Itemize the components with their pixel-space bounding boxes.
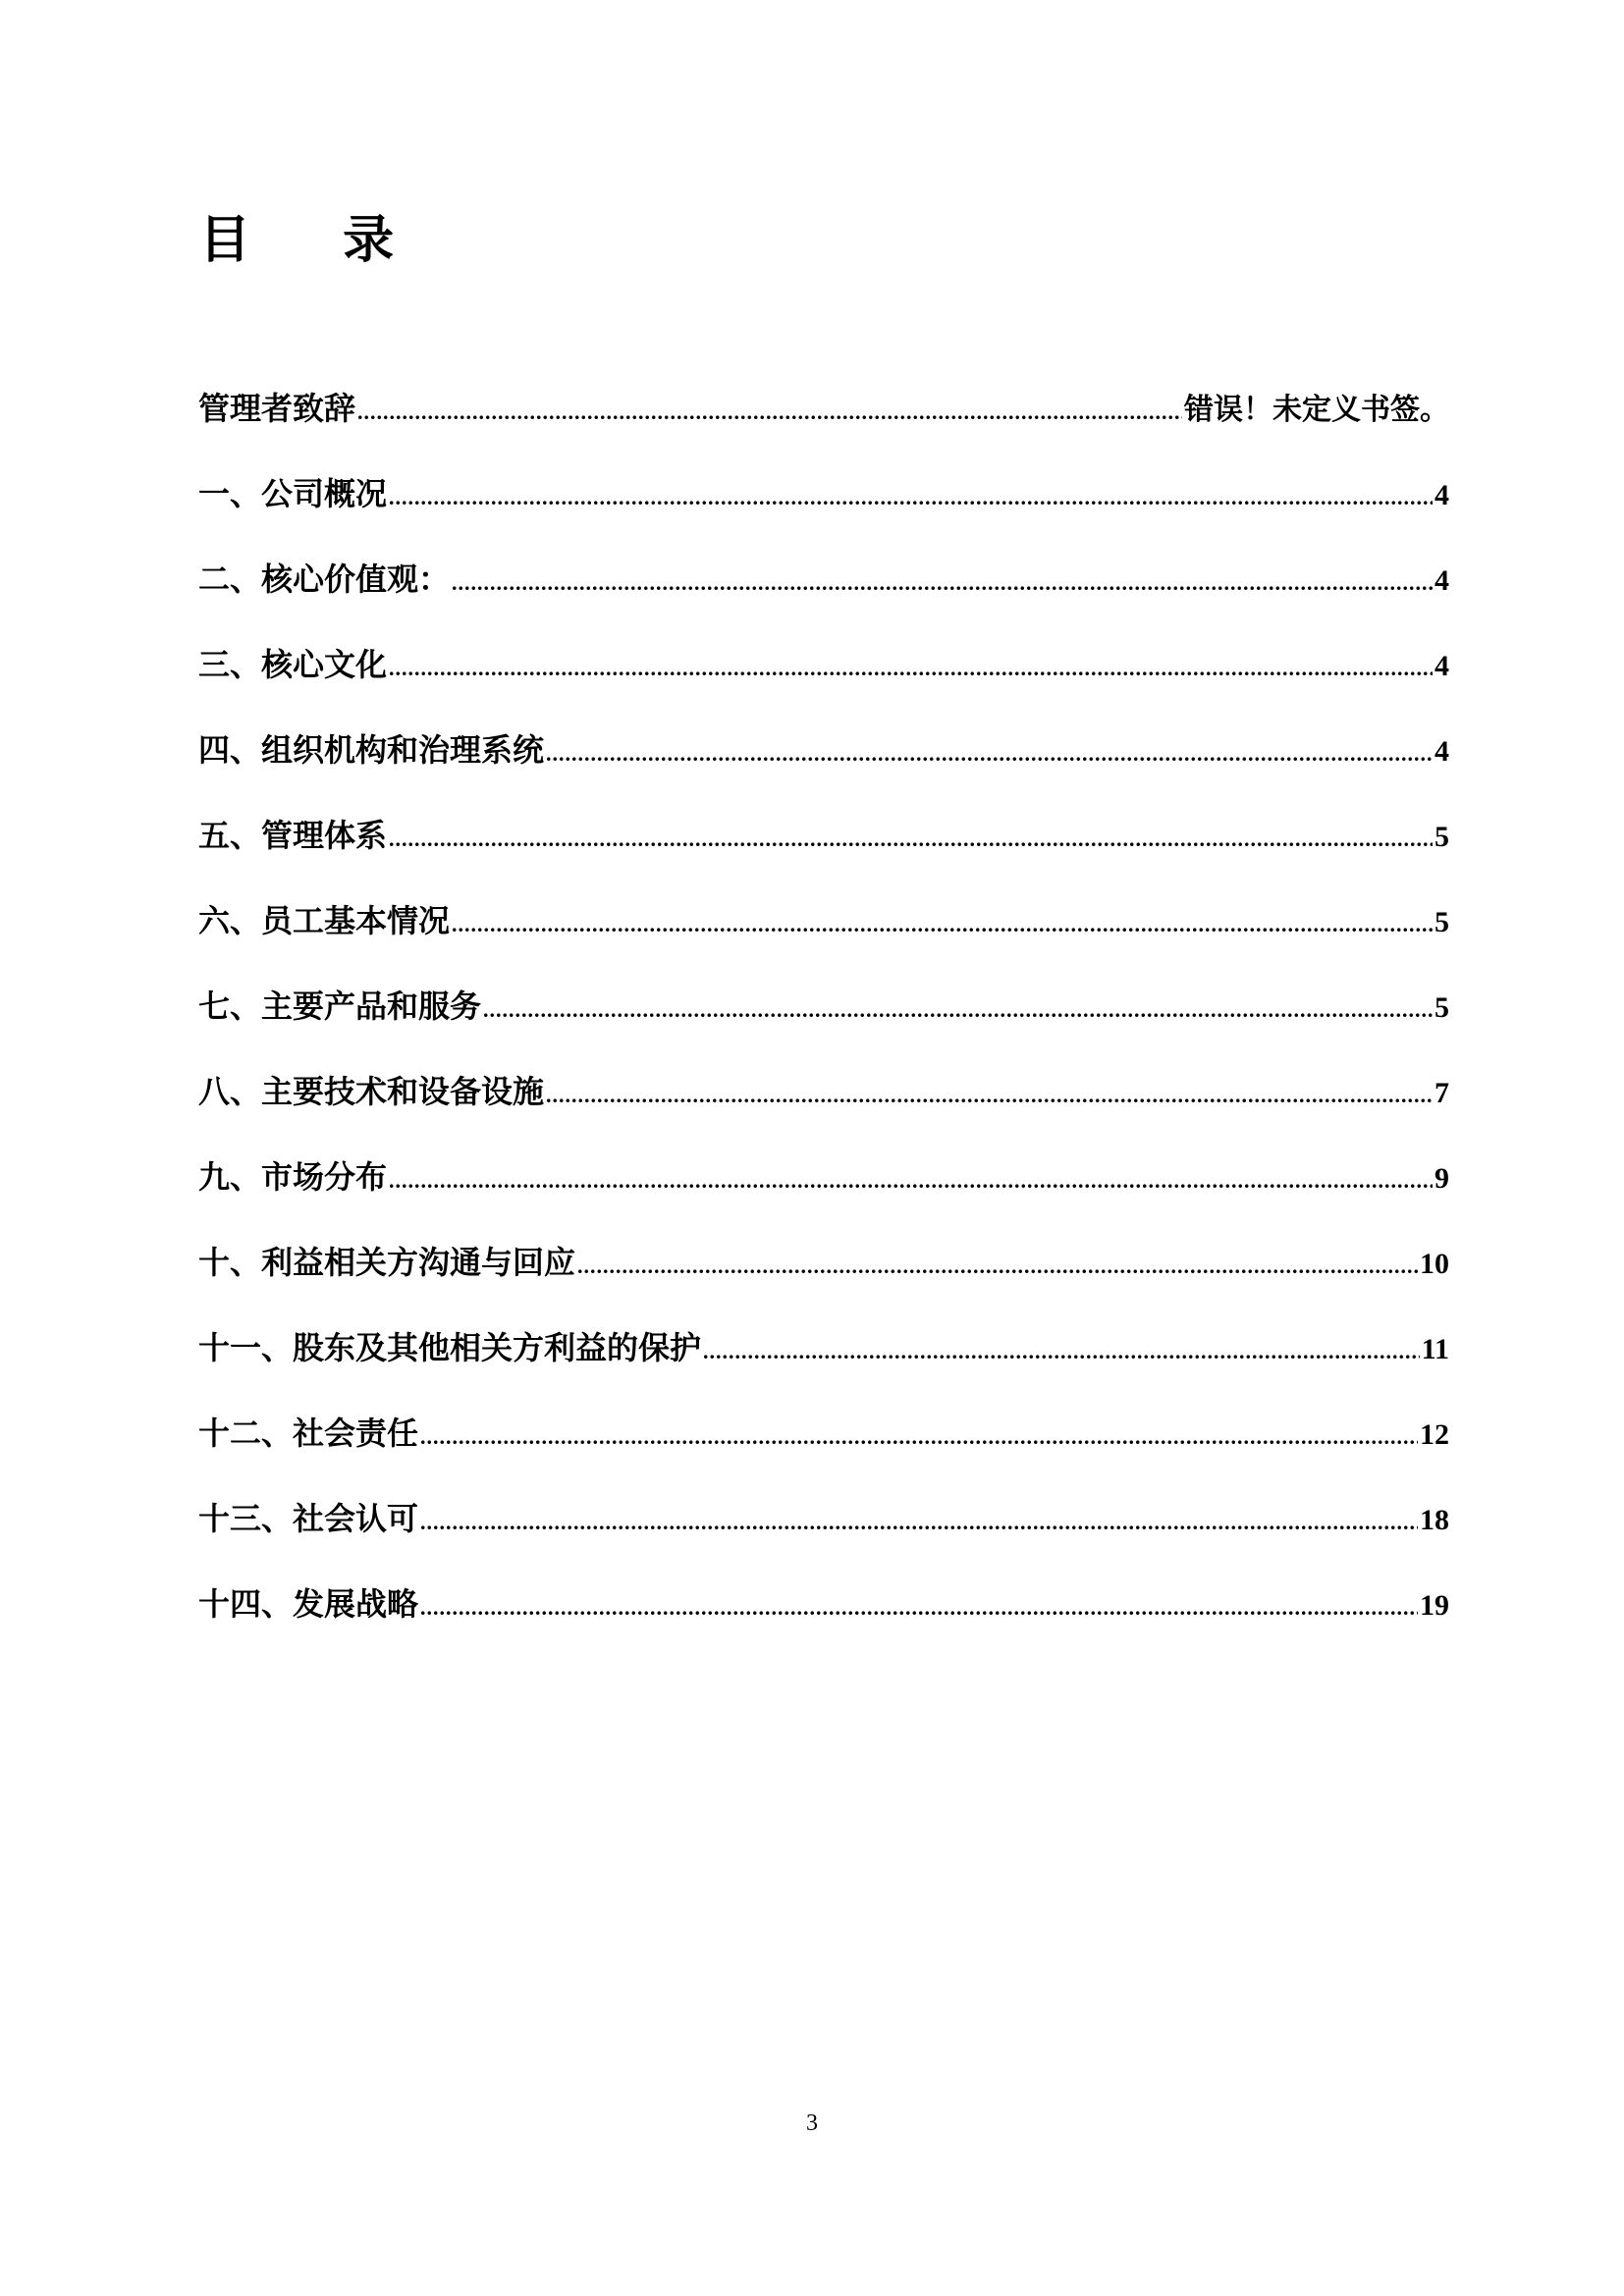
page-number: 3 [806, 2110, 818, 2136]
toc-page-number: 4 [1435, 735, 1449, 768]
toc-dot-leader [389, 812, 1433, 867]
toc-page-number: 4 [1435, 479, 1449, 511]
toc-entry-3[interactable] [198, 637, 1449, 722]
toc-entry-7[interactable] [198, 979, 1449, 1064]
toc-dot-leader [420, 1580, 1418, 1635]
toc-entry-5[interactable] [198, 808, 1449, 893]
toc-label: 八、主要技术和设备设施 [198, 1073, 545, 1110]
toc-dot-leader [452, 897, 1433, 952]
toc-entry-13[interactable] [198, 1491, 1449, 1576]
toc-label: 管理者致辞 [198, 390, 356, 427]
toc-label: 十三、社会认可 [198, 1500, 419, 1537]
toc-label: 六、员工基本情况 [198, 902, 451, 939]
toc-page-number: 4 [1435, 650, 1449, 682]
toc-entry-14[interactable] [198, 1576, 1449, 1662]
toc-label: 三、核心文化 [198, 646, 388, 683]
toc-label: 二、核心价值观： [198, 561, 451, 598]
toc-label: 九、市场分布 [198, 1158, 388, 1196]
toc-dot-leader [420, 1410, 1418, 1465]
toc-page-number: 12 [1420, 1418, 1449, 1451]
table-of-contents [198, 381, 1449, 1662]
toc-dot-leader [452, 556, 1433, 611]
toc-page-number: 4 [1435, 564, 1449, 597]
toc-label: 十一、股东及其他相关方利益的保护 [198, 1329, 702, 1366]
toc-page-number: 5 [1435, 821, 1449, 853]
toc-entry-4[interactable] [198, 722, 1449, 808]
toc-entry-6[interactable] [198, 893, 1449, 979]
toc-dot-leader [357, 385, 1182, 440]
toc-entry-message[interactable] [198, 381, 1449, 466]
toc-label: 十二、社会责任 [198, 1415, 419, 1452]
toc-entry-1[interactable] [198, 466, 1449, 552]
toc-page-number: 19 [1420, 1589, 1449, 1622]
toc-page-number: 5 [1435, 906, 1449, 938]
toc-page-number: 5 [1435, 991, 1449, 1024]
toc-label: 四、组织机构和治理系统 [198, 731, 545, 769]
toc-dot-leader [577, 1239, 1418, 1294]
toc-dot-leader [483, 983, 1433, 1038]
toc-page-error: 错误！未定义书签。 [1184, 393, 1449, 427]
toc-entry-8[interactable] [198, 1064, 1449, 1149]
toc-dot-leader [389, 470, 1433, 525]
toc-entry-2[interactable] [198, 552, 1449, 637]
toc-page-number: 9 [1435, 1162, 1449, 1195]
toc-page-number: 7 [1435, 1077, 1449, 1109]
toc-dot-leader [389, 1153, 1433, 1208]
toc-page-number: 18 [1420, 1504, 1449, 1536]
page-title: 目 录 [199, 211, 432, 270]
toc-label: 一、公司概况 [198, 475, 388, 512]
toc-entry-11[interactable] [198, 1320, 1449, 1406]
toc-dot-leader [389, 641, 1433, 696]
toc-label: 五、管理体系 [198, 817, 388, 854]
toc-label: 十、利益相关方沟通与回应 [198, 1244, 576, 1281]
toc-entry-12[interactable] [198, 1406, 1449, 1491]
toc-entry-9[interactable] [198, 1149, 1449, 1235]
toc-page-number: 11 [1421, 1333, 1449, 1365]
toc-page-number: 10 [1420, 1248, 1449, 1280]
toc-dot-leader [703, 1324, 1420, 1379]
toc-dot-leader [546, 1068, 1433, 1123]
toc-label: 十四、发展战略 [198, 1585, 419, 1623]
toc-dot-leader [546, 726, 1433, 781]
toc-dot-leader [420, 1495, 1418, 1550]
toc-label: 七、主要产品和服务 [198, 988, 482, 1025]
toc-entry-10[interactable] [198, 1235, 1449, 1320]
